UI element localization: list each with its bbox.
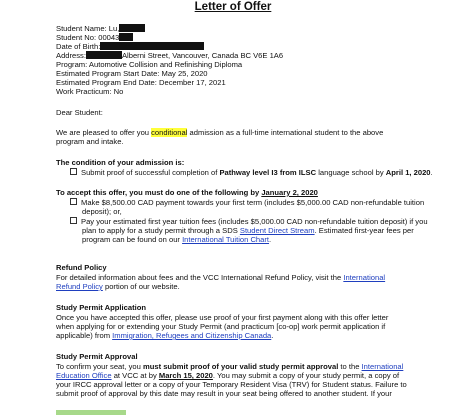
refund-text: For detailed information about fees and the VCC International Refund Policy, visit the: [56, 273, 344, 282]
intl-education-office-link[interactable]: Education Office: [56, 371, 112, 380]
student-direct-stream-link[interactable]: Student Direct Stream: [239, 226, 315, 235]
condition-text: Submit proof of successful completion of: [81, 168, 220, 177]
permit-app-line-2: when applying for or extending your Study Permit (and practicum [co-op] work permit application if: [56, 322, 386, 331]
permit-approval-line-2: [56, 371, 399, 380]
redaction-block: [119, 33, 133, 41]
program-line: Program: Automotive Collision and Refinishing Diploma: [56, 60, 243, 69]
refund-line-1: [56, 273, 385, 282]
condition-date: April 1, 2020: [385, 168, 431, 177]
student-no-label: Student No: 00043: [56, 33, 120, 42]
accept-option-1: [70, 198, 424, 207]
practicum-line: Work Practicum: No: [56, 87, 124, 96]
permit-approval-line-3: your IRCC approval letter or a copy of your Temporary Resident Visa (TRV) for Student status. Failure to: [56, 380, 407, 389]
condition-text: language school by: [316, 168, 386, 177]
refund-policy-link[interactable]: Refund Policy: [56, 282, 103, 291]
redaction-block: [119, 24, 145, 32]
refund-policy-link[interactable]: International: [343, 273, 386, 282]
approval-text: . You may submit a copy of your study permit, a copy of: [212, 371, 400, 380]
approval-text: to the: [338, 362, 362, 371]
approval-text: To confirm your seat, you: [56, 362, 143, 371]
dob-line: [56, 42, 204, 51]
highlighted-word: conditional: [151, 128, 188, 137]
page-footer-bar: [56, 410, 126, 415]
address-text: Alberni Street, Vancouver, Canada BC V6E 1A6: [121, 51, 284, 60]
permit-app-line-1: Once you have accepted this offer, please use proof of your first payment along with this offer letter: [56, 313, 389, 322]
checkbox-icon: [70, 198, 77, 205]
accept-option-2-cont: [82, 226, 414, 235]
intro-text: We are pleased to offer you: [56, 128, 152, 137]
permit-app-line-3: [56, 331, 273, 340]
redaction-block: [86, 51, 122, 59]
dob-label: Date of Birth:: [56, 42, 101, 51]
accept-heading-text: To accept this offer, you must do one of the following by: [56, 188, 262, 197]
option-text: .: [269, 235, 272, 244]
option-text: program can be found on our: [82, 235, 183, 244]
condition-heading: The condition of your admission is:: [56, 158, 185, 167]
permit-approval-line-1: [56, 362, 403, 371]
approval-bold: must submit proof of your valid study permit approval: [142, 362, 339, 371]
ircc-link[interactable]: Immigration, Refugees and Citizenship Canada: [112, 331, 272, 340]
intro-line-2: program and intake.: [56, 137, 124, 146]
student-no-line: [56, 33, 133, 42]
accept-option-2-cont2: [82, 235, 271, 244]
intro-line-1: [56, 128, 383, 137]
approval-deadline: March 15, 2020: [158, 371, 213, 380]
tuition-chart-link[interactable]: International Tuition Chart: [182, 235, 270, 244]
checkbox-icon: [70, 217, 77, 224]
approval-text: at VCC at by: [111, 371, 159, 380]
letter-title: Letter of Offer: [194, 1, 272, 13]
permit-approval-line-4: submit proof of approval by this date may result in your seat being offered to another student. If your: [56, 389, 392, 398]
permit-text: applicable) from: [56, 331, 113, 340]
accept-heading: [56, 188, 318, 197]
checkbox-icon: [70, 168, 77, 175]
refund-text: portion of our website.: [102, 282, 180, 291]
intl-education-office-link[interactable]: International: [361, 362, 404, 371]
permit-app-heading: Study Permit Application: [56, 303, 147, 312]
greeting: Dear Student:: [56, 108, 103, 117]
student-name-label: Student Name: Lu,: [56, 24, 120, 33]
start-date-line: Estimated Program Start Date: May 25, 2020: [56, 69, 208, 78]
refund-line-2: [56, 282, 180, 291]
accept-option-1-cont: deposit); or,: [82, 207, 122, 216]
intro-text: admission as a full-time international student to the above: [187, 128, 384, 137]
option-text: Pay your estimated first year tuition fees (includes $5,000.00 CAD non-refundable tuition deposit) if you: [81, 217, 428, 226]
permit-text: .: [271, 331, 274, 340]
redaction-block: [100, 42, 204, 50]
address-label: Address:: [56, 51, 86, 60]
option-text: . Estimated first-year fees per: [314, 226, 414, 235]
condition-text: .: [430, 168, 433, 177]
student-name-line: [56, 24, 145, 33]
permit-approval-heading: Study Permit Approval: [56, 352, 138, 361]
accept-deadline: January 2, 2020: [261, 188, 318, 197]
condition-item: [70, 168, 433, 177]
option-text: plan to apply for a study permit through a SDS: [82, 226, 240, 235]
condition-bold: Pathway level I3 from ILSC: [219, 168, 317, 177]
refund-heading: Refund Policy: [56, 263, 107, 272]
accept-option-2: [70, 217, 428, 226]
end-date-line: Estimated Program End Date: December 17, 2021: [56, 78, 226, 87]
address-line: [56, 51, 283, 60]
option-text: Make $8,500.00 CAD payment towards your first term (includes $5,000.00 CAD non-refundable tuition: [81, 198, 425, 207]
